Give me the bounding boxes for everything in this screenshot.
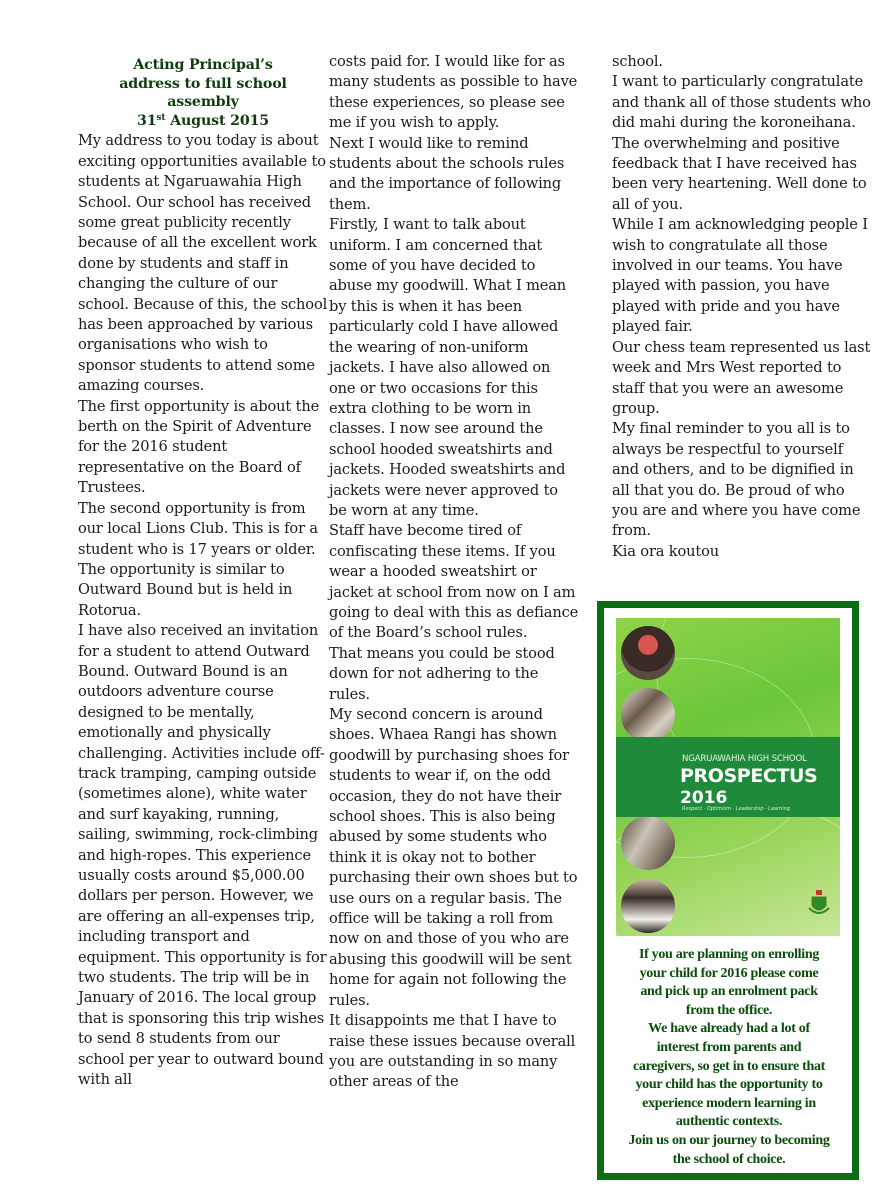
- paragraph: I want to particularly congratulate and thank all of those students who did mahi during the koroneihana. The overwhelming and positive feedback that I have received has been very heartening. Well done to all of you.: [612, 73, 871, 213]
- paragraph: It disappoints me that I have to raise these issues because overall you are outstanding in so many other areas of the: [329, 1012, 576, 1091]
- article-column-3: [612, 52, 874, 562]
- paragraph: My address to you today is about exciting opportunities available to students at Ngaruawahia High School. Our school has received some great publicity recently because of all the excellent work done by students and staff in changing the culture of our school. Because of this, the school has been approached by various organisations who wish to sponsor students to attend some amazing courses.: [78, 132, 328, 395]
- promo-line: We have already had a lot of: [648, 1021, 810, 1037]
- prospectus-cover-image: [616, 618, 840, 936]
- promo-line: from the office.: [685, 1002, 773, 1018]
- promo-line: the school of choice.: [672, 1151, 786, 1167]
- article-title: [78, 56, 328, 130]
- photo-circle: [621, 816, 675, 870]
- prospectus-title-band: [616, 737, 840, 817]
- signoff: Kia ora koutou: [612, 542, 719, 560]
- promo-line: If you are planning on enrolling: [638, 947, 820, 962]
- prospectus-heading: PROSPECTUS: [680, 765, 818, 787]
- paragraph: That means you could be stood down for not adhering to the rules.: [329, 644, 555, 703]
- school-name: NGARUAWAHIA HIGH SCHOOL: [682, 754, 807, 764]
- prospectus-promo-box: [597, 601, 859, 1180]
- title-line: Acting Principal’s: [133, 57, 273, 73]
- photo-circle: [621, 688, 675, 742]
- photo-circle: [621, 626, 675, 680]
- paragraph: school.: [612, 53, 663, 70]
- paragraph: My final reminder to you all is to always be respectful to yourself and others, and to be dignified in all that you do. Be proud of who you are and where you have come from.: [612, 420, 861, 540]
- promo-line: your child has the opportunity to: [635, 1077, 823, 1093]
- paragraph: Staff have become tired of confiscating these items. If you wear a hooded sweatshirt or jacket at school from now on I am going to deal with this as defiance of the Board’s school rules.: [329, 522, 579, 642]
- article-column-2: [329, 52, 579, 1093]
- title-line: assembly: [167, 94, 239, 111]
- school-crest-icon: [808, 888, 830, 918]
- paragraph: The second opportunity is from our local Lions Club. This is for a student who is 17 years or older. The opportunity is similar to Outward Bound but is held in Rotorua.: [78, 499, 318, 619]
- paragraph: My second concern is around shoes. Whaea Rangi has shown goodwill by purchasing shoes for students to wear if, on the odd occasion, they do not have their school shoes. This is also being abused by some students who think it is okay not to bother purchasing their own shoes but to use ours on a regular basis. The office will be taking a roll from now on and those of you who are abusing this goodwill will be sent home for again not following the rules.: [329, 706, 578, 1009]
- photo-circle: [621, 879, 675, 933]
- paragraph: Our chess team represented us last week and Mrs West reported to staff that you were an awesome group.: [612, 338, 871, 417]
- article-column-1: [78, 56, 328, 1090]
- enrolment-message: [608, 946, 850, 1169]
- article-date: 31st August 2015: [136, 112, 270, 129]
- paragraph: The first opportunity is about the berth on the Spirit of Adventure for the 2016 student representative on the Board of Trustees.: [78, 397, 320, 497]
- promo-line: experience modern learning in: [642, 1095, 816, 1111]
- promo-line: caregivers, so get in to ensure that: [632, 1058, 826, 1074]
- title-line: address to full school: [119, 75, 287, 92]
- promo-line: authentic contexts.: [675, 1114, 783, 1130]
- paragraph: I have also received an invitation for a student to attend Outward Bound. Outward Bound is an outdoors adventure course designed to be mentally, emotionally and physically challenging. Activities include off-track tramping, camping outside (sometimes alone), white water and surf kayaking, running, sailing, swimming, rock-climbing and high-ropes. This experience usually costs around $5,000.00 dollars per person. However, we are offering an all-expenses trip, including transport and equipment. This opportunity is for two students. The trip will be in January of 2016. The local group that is sponsoring this trip wishes to send 8 students from our school per year to outward bound with all: [78, 622, 327, 1089]
- promo-line: Join us on our journey to becoming: [628, 1132, 830, 1148]
- promo-line: interest from parents and: [656, 1039, 802, 1055]
- paragraph: Firstly, I want to talk about uniform. I am concerned that some of you have decided to abuse my goodwill. What I mean by this is when it has been particularly cold I have allowed the wearing of non-uniform jackets. I have also allowed on one or two occasions for this extra clothing to be worn in classes. I now see around the school hooded sweatshirts and jackets. Hooded sweatshirts and jackets were never approved to be worn at any time.: [329, 216, 567, 519]
- paragraph: costs paid for. I would like for as many students as possible to have these experiences, so please see me if you wish to apply.: [329, 53, 578, 132]
- prospectus-year: 2016: [680, 788, 728, 808]
- promo-line: your child for 2016 please come: [639, 965, 819, 981]
- school-motto: Respect · Optimism · Leadership · Learning: [682, 806, 791, 812]
- paragraph: While I am acknowledging people I wish to congratulate all those involved in our teams. You have played with passion, you have played with pride and you have played fair.: [612, 216, 868, 336]
- promo-line: and pick up an enrolment pack: [640, 984, 818, 1000]
- paragraph: Next I would like to remind students about the schools rules and the importance of following them.: [329, 134, 565, 213]
